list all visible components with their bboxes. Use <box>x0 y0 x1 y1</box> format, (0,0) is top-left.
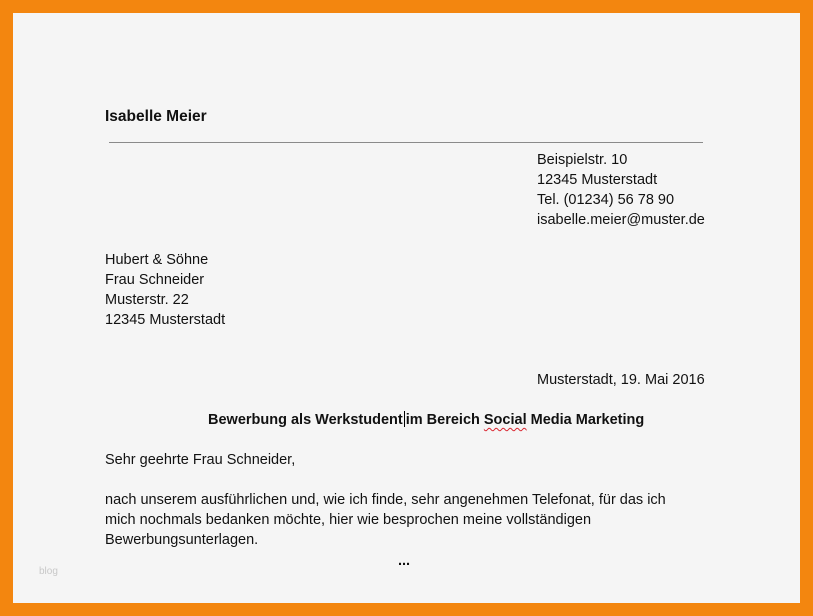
sender-city: 12345 Musterstadt <box>537 172 658 188</box>
subject-part-1: Bewerbung als Werkstudent <box>208 412 403 428</box>
sender-street: Beispielstr. 10 <box>537 152 628 168</box>
watermark: blog <box>39 566 58 577</box>
continuation-ellipsis: ... <box>398 553 411 569</box>
subject-line[interactable] <box>208 410 644 430</box>
header-divider <box>109 142 703 143</box>
spellcheck-word[interactable]: Social <box>483 412 527 428</box>
body-line-3: Bewerbungsunterlagen. <box>105 532 259 548</box>
sender-address <box>537 150 705 230</box>
date-line: Musterstadt, 19. Mai 2016 <box>537 372 705 388</box>
recipient-company: Hubert & Söhne <box>105 252 209 268</box>
recipient-contact: Frau Schneider <box>105 272 205 288</box>
recipient-street: Musterstr. 22 <box>105 292 189 308</box>
subject-part-2: im Bereich <box>405 412 484 428</box>
body-paragraph <box>105 490 666 550</box>
body-line-1: nach unserem ausführlichen und, wie ich finde, sehr angenehmen Telefonat, für das ich <box>105 492 666 508</box>
recipient-address <box>105 250 225 330</box>
sender-phone: Tel. (01234) 56 78 90 <box>537 192 675 208</box>
sender-email: isabelle.meier@muster.de <box>537 212 705 228</box>
sender-name: Isabelle Meier <box>105 108 207 125</box>
body-line-2: mich nochmals bedanken möchte, hier wie besprochen meine vollständigen <box>105 512 592 528</box>
greeting: Sehr geehrte Frau Schneider, <box>105 452 296 468</box>
text-cursor <box>404 411 405 427</box>
recipient-city: 12345 Musterstadt <box>105 312 226 328</box>
subject-part-4: Media Marketing <box>526 412 645 428</box>
document-page <box>13 13 800 603</box>
